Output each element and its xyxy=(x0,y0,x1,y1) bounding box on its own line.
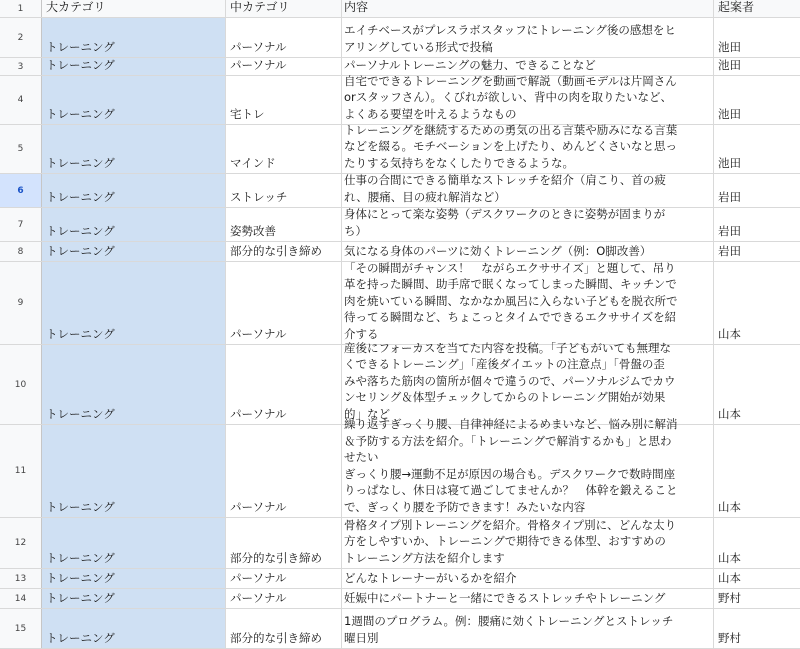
row-number[interactable]: 2 xyxy=(0,18,42,57)
cell-content-value: 骨格タイプ別トレーニングを紹介。骨格タイプ別に、どんな太り 方をしやすいか、トレーニングで期待できる体型、おすすめの トレーニング方法を紹介します xyxy=(344,517,677,565)
table-row xyxy=(0,73,800,125)
cell-sub-category-value: パーソナル xyxy=(230,590,287,605)
cell-major-category-value: トレーニング xyxy=(46,499,115,514)
table-row xyxy=(0,589,800,609)
row-number[interactable]: 5 xyxy=(0,125,42,173)
table-row xyxy=(0,262,800,345)
header-cell-proposer[interactable] xyxy=(714,0,800,17)
table-row xyxy=(0,569,800,589)
cell-content-value: 1週間のプログラム。例：腰痛に効くトレーニングとストレッチ 曜日別 xyxy=(344,614,674,645)
table-row xyxy=(0,122,800,174)
cell-proposer-value: 山本 xyxy=(718,570,741,585)
row-number[interactable]: 9 xyxy=(0,262,42,344)
cell-sub-category[interactable] xyxy=(226,18,342,57)
header-cell-sub-category[interactable] xyxy=(226,0,342,17)
cell-content[interactable] xyxy=(342,242,714,261)
cell-major-category-value: トレーニング xyxy=(46,57,115,72)
row-number[interactable]: 14 xyxy=(0,589,42,608)
cell-sub-category-value: 部分的な引き締め xyxy=(230,630,322,645)
cell-major-category-value: トレーニング xyxy=(46,550,115,565)
cell-content-value: 繰り返すぎっくり腰、自律神経によるめまいなど、悩み別に解消 ＆予防する方法を紹介。「トレーニングで解消するかも」と思わ せたい ぎっくり腰→運動不足が原因の場合も。デスクワークで数時間座 りっぱなし、休日は寝て過ごしてませんか？ 体幹を鍛えること で、ぎっくり腰を予防できます！みたいな内容 xyxy=(344,417,678,514)
header-label: 起案者 xyxy=(718,0,755,14)
row-number[interactable]: 13 xyxy=(0,569,42,588)
table-row xyxy=(0,609,800,649)
cell-content-value: どんなトレーナーがいるかを紹介 xyxy=(344,570,517,585)
row-number[interactable]: 6 xyxy=(0,174,42,207)
cell-sub-category[interactable] xyxy=(226,518,342,568)
cell-proposer-value: 池田 xyxy=(718,106,741,121)
header-row xyxy=(0,0,800,18)
cell-content[interactable] xyxy=(342,122,714,173)
table-row xyxy=(0,174,800,208)
cell-content[interactable] xyxy=(342,569,714,588)
cell-content-value: 妊娠中にパートナーと一緒にできるストレッチやトレーニング xyxy=(344,590,666,605)
header-label: 中カテゴリ xyxy=(230,0,290,14)
cell-proposer-value: 山本 xyxy=(718,499,741,514)
cell-content[interactable] xyxy=(342,417,714,517)
row-number[interactable]: 15 xyxy=(0,609,42,648)
cell-major-category[interactable] xyxy=(42,125,226,173)
cell-sub-category[interactable] xyxy=(226,58,342,75)
cell-proposer[interactable] xyxy=(714,76,800,124)
cell-content-value: パーソナルトレーニングの魅力、できることなど xyxy=(344,57,596,72)
cell-sub-category-value: 部分的な引き締め xyxy=(230,243,322,258)
row-number[interactable]: 12 xyxy=(0,518,42,568)
cell-proposer[interactable] xyxy=(714,518,800,568)
cell-sub-category-value: パーソナル xyxy=(230,406,287,421)
header-label: 大カテゴリ xyxy=(46,0,106,14)
cell-major-category[interactable] xyxy=(42,345,226,424)
cell-content-value: 気になる身体のパーツに効くトレーニング（例：O脚改善） xyxy=(344,243,652,258)
header-label: 内容 xyxy=(344,0,369,14)
cell-major-category[interactable] xyxy=(42,76,226,124)
cell-sub-category-value: 宅トレ xyxy=(230,106,265,121)
cell-proposer[interactable] xyxy=(714,425,800,517)
table-row xyxy=(0,518,800,569)
cell-major-category-value: トレーニング xyxy=(46,630,115,645)
cell-sub-category[interactable] xyxy=(226,262,342,344)
cell-proposer[interactable] xyxy=(714,125,800,173)
cell-sub-category-value: パーソナル xyxy=(230,39,287,54)
cell-sub-category-value: パーソナル xyxy=(230,326,287,341)
cell-proposer[interactable] xyxy=(714,262,800,344)
cell-major-category-value: トレーニング xyxy=(46,406,115,421)
row-number[interactable]: 3 xyxy=(0,58,42,75)
cell-content[interactable] xyxy=(342,262,714,344)
cell-proposer-value: 野村 xyxy=(718,590,741,605)
cell-proposer-value: 野村 xyxy=(718,630,741,645)
cell-content[interactable] xyxy=(342,609,714,648)
cell-proposer[interactable] xyxy=(714,18,800,57)
cell-major-category-value: トレーニング xyxy=(46,155,115,170)
cell-major-category[interactable] xyxy=(42,425,226,517)
row-number[interactable]: 8 xyxy=(0,242,42,261)
cell-proposer[interactable] xyxy=(714,174,800,207)
cell-major-category-value: トレーニング xyxy=(46,326,115,341)
cell-sub-category[interactable] xyxy=(226,569,342,588)
table-row xyxy=(0,18,800,58)
cell-sub-category[interactable] xyxy=(226,589,342,608)
cell-content-value: 産後にフォーカスを当てた内容を投稿。「子どもがいても無理な くできるトレーニング」「産後ダイエットの注意点」「骨盤の歪 みや落ちた筋肉の箇所が個々で違うので、パーソナルジムでカウ ンセリング＆体型チェックしてからのトレーニング開始が効果 的」など xyxy=(344,340,676,421)
cell-sub-category[interactable] xyxy=(226,208,342,241)
cell-content-value: エイチベースがプレスラボスタッフにトレーニング後の感想をヒ アリングしている形式で投稿 xyxy=(344,23,676,54)
header-cell-major-category[interactable] xyxy=(42,0,226,17)
cell-content[interactable] xyxy=(342,518,714,568)
cell-content[interactable] xyxy=(342,208,714,241)
cell-content[interactable] xyxy=(342,73,714,124)
cell-sub-category-value: パーソナル xyxy=(230,570,287,585)
cell-proposer[interactable] xyxy=(714,58,800,75)
cell-proposer-value: 岩田 xyxy=(718,223,741,238)
cell-sub-category[interactable] xyxy=(226,425,342,517)
cell-major-category-value: トレーニング xyxy=(46,570,115,585)
cell-proposer[interactable] xyxy=(714,569,800,588)
row-number[interactable]: 7 xyxy=(0,208,42,241)
cell-proposer-value: 岩田 xyxy=(718,243,741,258)
cell-proposer[interactable] xyxy=(714,589,800,608)
cell-content-value: 「その瞬間がチャンス！ ながらエクササイズ」と題して、吊り 革を持った瞬間、助手席で眠くなってしまった瞬間、キッチンで 肉を焼いている瞬間、なかなか風呂に入らない子どもを脱衣所で 待ってる瞬間など、ちょこっとタイムでできるエクササイズを紹 介する xyxy=(344,260,678,341)
cell-sub-category-value: 姿勢改善 xyxy=(230,223,276,238)
cell-major-category[interactable] xyxy=(42,518,226,568)
cell-proposer-value: 池田 xyxy=(718,57,741,72)
cell-proposer-value: 池田 xyxy=(718,155,741,170)
cell-major-category[interactable] xyxy=(42,242,226,261)
row-number[interactable]: 4 xyxy=(0,76,42,124)
cell-proposer[interactable] xyxy=(714,609,800,648)
cell-major-category[interactable] xyxy=(42,589,226,608)
table-row xyxy=(0,417,800,518)
cell-major-category[interactable] xyxy=(42,569,226,588)
cell-proposer[interactable] xyxy=(714,345,800,424)
cell-content[interactable] xyxy=(342,174,714,207)
row-number[interactable]: 11 xyxy=(0,425,42,517)
cell-sub-category-value: パーソナル xyxy=(230,499,287,514)
cell-proposer-value: 山本 xyxy=(718,406,741,421)
cell-major-category-value: トレーニング xyxy=(46,590,115,605)
cell-major-category-value: トレーニング xyxy=(46,106,115,121)
cell-sub-category[interactable] xyxy=(226,174,342,207)
row-number[interactable]: 1 xyxy=(0,0,42,17)
cell-content-value: 身体にとって楽な姿勢（デスクワークのときに姿勢が固まりが ち） xyxy=(344,207,666,238)
cell-content-value: 仕事の合間にできる簡単なストレッチを紹介（肩こり、首の疲 れ、腰痛、目の疲れ解消など） xyxy=(344,173,666,204)
table-row xyxy=(0,208,800,242)
row-number[interactable]: 10 xyxy=(0,345,42,424)
cell-sub-category[interactable] xyxy=(226,125,342,173)
cell-proposer-value: 山本 xyxy=(718,326,741,341)
cell-sub-category-value: 部分的な引き締め xyxy=(230,550,322,565)
cell-proposer-value: 岩田 xyxy=(718,189,741,204)
cell-sub-category-value: パーソナル xyxy=(230,57,287,72)
cell-major-category[interactable] xyxy=(42,609,226,648)
table-row xyxy=(0,340,800,425)
cell-major-category[interactable] xyxy=(42,58,226,75)
cell-content-value: トレーニングを継続するための勇気の出る言葉や励みになる言葉 などを綴る。モチベーションを上げたり、めんどくさいなと思っ たりする気持ちをなくしたりできるような。 xyxy=(344,122,678,170)
cell-major-category[interactable] xyxy=(42,262,226,344)
cell-major-category-value: トレーニング xyxy=(46,189,115,204)
cell-proposer[interactable] xyxy=(714,208,800,241)
cell-content-value: 自宅でできるトレーニングを動画で解説（動画モデルは片岡さん orスタッフさん）。くびれが欲しい、背中の肉を取りたいなど、 よくある要望を叶えるようなもの xyxy=(344,73,677,121)
cell-major-category-value: トレーニング xyxy=(46,223,115,238)
cell-proposer-value: 池田 xyxy=(718,39,741,54)
cell-proposer-value: 山本 xyxy=(718,550,741,565)
cell-sub-category[interactable] xyxy=(226,609,342,648)
cell-content[interactable] xyxy=(342,340,714,424)
cell-major-category[interactable] xyxy=(42,208,226,241)
cell-major-category-value: トレーニング xyxy=(46,243,115,258)
cell-major-category-value: トレーニング xyxy=(46,39,115,54)
cell-major-category[interactable] xyxy=(42,18,226,57)
cell-proposer[interactable] xyxy=(714,242,800,261)
cell-content[interactable] xyxy=(342,18,714,57)
cell-major-category[interactable] xyxy=(42,174,226,207)
cell-sub-category-value: ストレッチ xyxy=(230,189,288,204)
cell-sub-category[interactable] xyxy=(226,242,342,261)
header-cell-content[interactable] xyxy=(342,0,714,17)
cell-sub-category[interactable] xyxy=(226,345,342,424)
cell-sub-category[interactable] xyxy=(226,76,342,124)
cell-sub-category-value: マインド xyxy=(230,155,276,170)
cell-content[interactable] xyxy=(342,589,714,608)
